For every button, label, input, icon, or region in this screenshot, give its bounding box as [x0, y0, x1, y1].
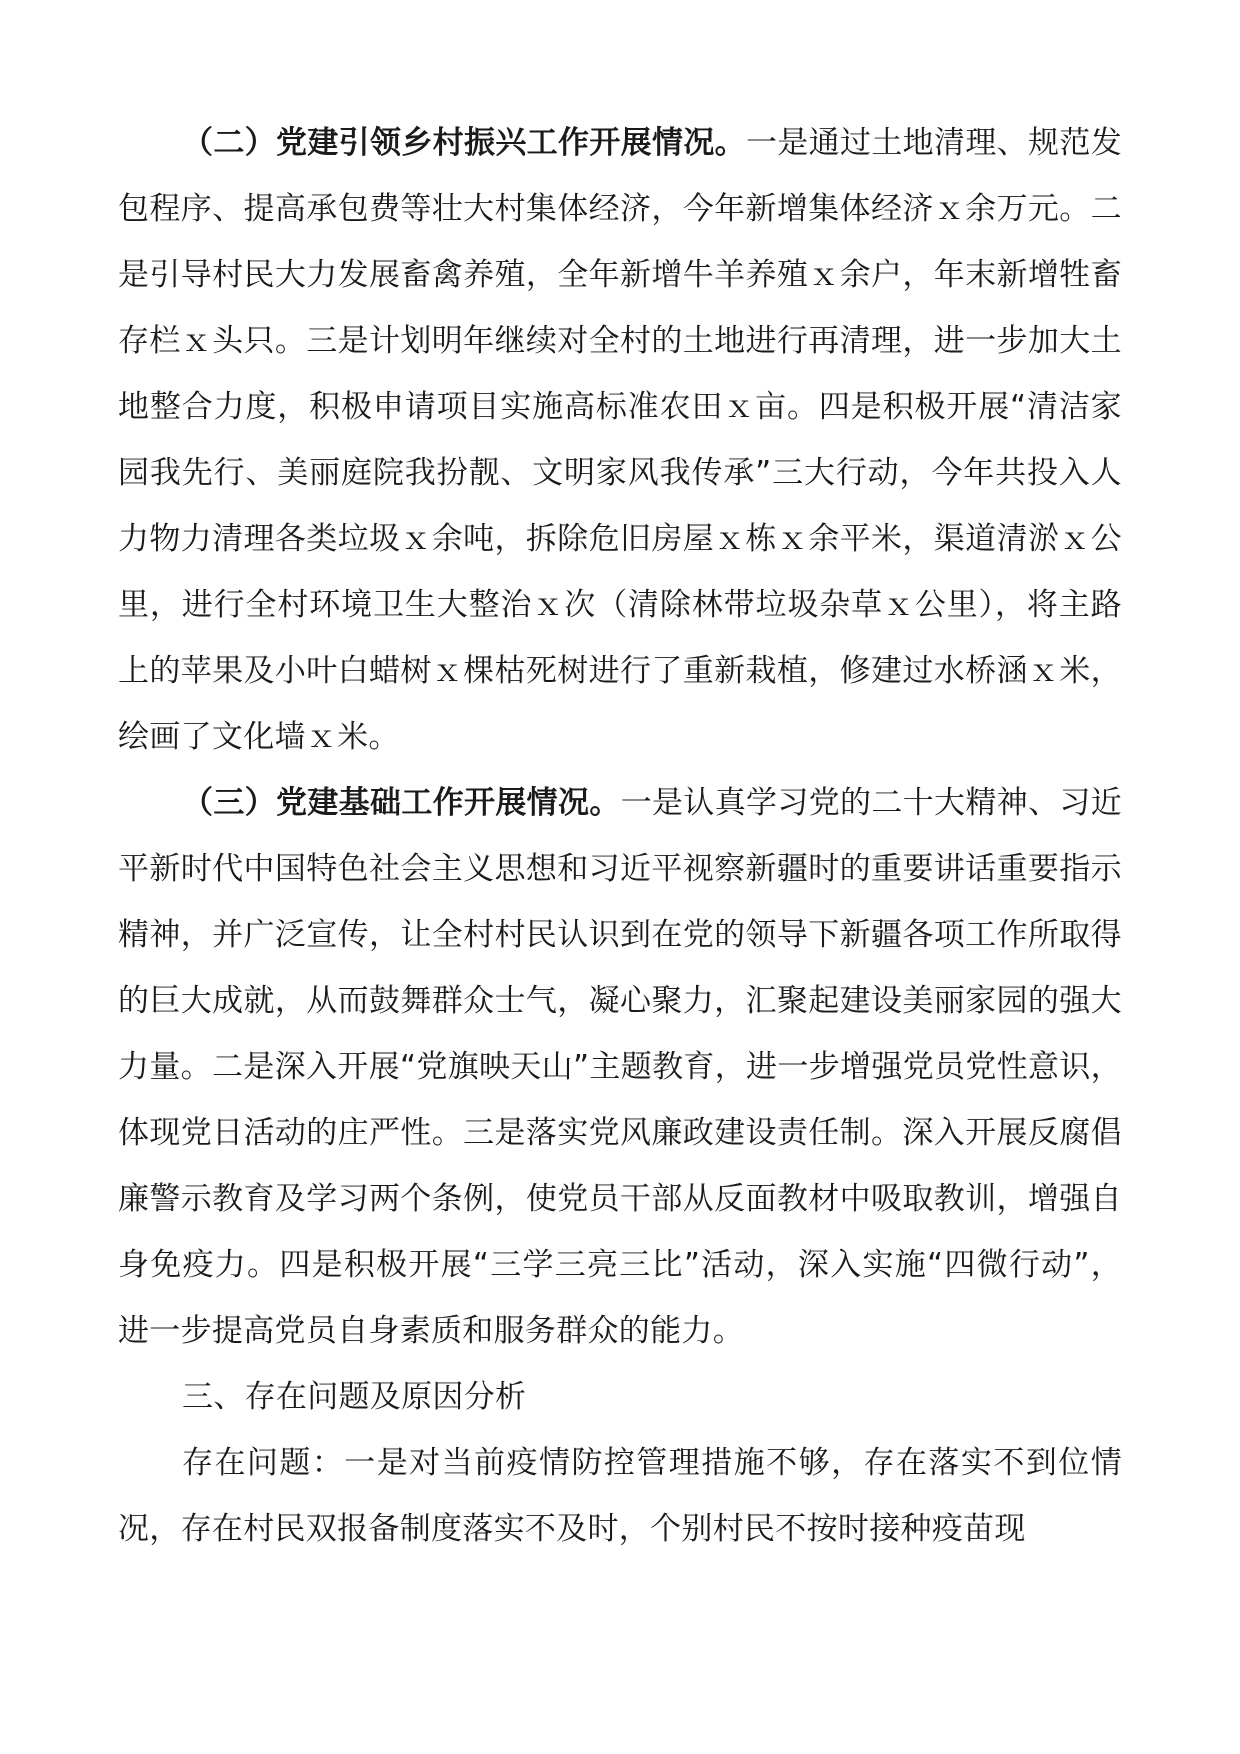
paragraph-text: 存在问题：一是对当前疫情防控管理措施不够，存在落实不到位情况，存在村民双报备制度落实不及时，个别村民不按时接种疫苗现: [118, 1445, 1122, 1547]
paragraph-text: 一是通过土地清理、规范发包程序、提高承包费等壮大村集体经济，今年新增集体经济ｘ余万元。二是引导村民大力发展畜禽养殖，全年新增牛羊养殖ｘ余户，年末新增牲畜存栏ｘ头只。三是计划明年继续对全村的土地进行再清理，进一步加大土地整合力度，积极申请项目实施高标准农田ｘ亩。四是积极开展“清洁家园我先行、美丽庭院我扮靓、文明家风我传承”三大行动，今年共投入人力物力清理各类垃圾ｘ余吨，拆除危旧房屋ｘ栋ｘ余平米，渠道清淤ｘ公里，进行全村环境卫生大整治ｘ次（清除林带垃圾杂草ｘ公里），将主路上的苹果及小叶白蜡树ｘ棵枯死树进行了重新栽植，修建过水桥涵ｘ米，绘画了文化墙ｘ米。: [118, 125, 1122, 755]
paragraph-heading: （三）党建基础工作开展情况。: [182, 785, 621, 821]
document-body: [118, 110, 1122, 1562]
paragraph-party-building-basic-work: [118, 770, 1122, 1364]
paragraph-existing-problems: [118, 1430, 1122, 1562]
paragraph-text: 一是认真学习党的二十大精神、习近平新时代中国特色社会主义思想和习近平视察新疆时的重要讲话重要指示精神，并广泛宣传，让全村村民认识到在党的领导下新疆各项工作所取得的巨大成就，从而鼓舞群众士气，凝心聚力，汇聚起建设美丽家园的强大力量。二是深入开展“党旗映天山”主题教育，进一步增强党员党性意识，体现党日活动的庄严性。三是落实党风廉政建设责任制。深入开展反腐倡廉警示教育及学习两个条例，使党员干部从反面教材中吸取教训，增强自身免疫力。四是积极开展“三学三亮三比”活动，深入实施“四微行动”，进一步提高党员自身素质和服务群众的能力。: [118, 785, 1122, 1349]
paragraph-party-building-rural-revitalization: [118, 110, 1122, 770]
section-heading-problems: [118, 1364, 1122, 1430]
paragraph-heading: （二）党建引领乡村振兴工作开展情况。: [182, 125, 747, 161]
paragraph-text: 三、存在问题及原因分析: [182, 1379, 527, 1415]
